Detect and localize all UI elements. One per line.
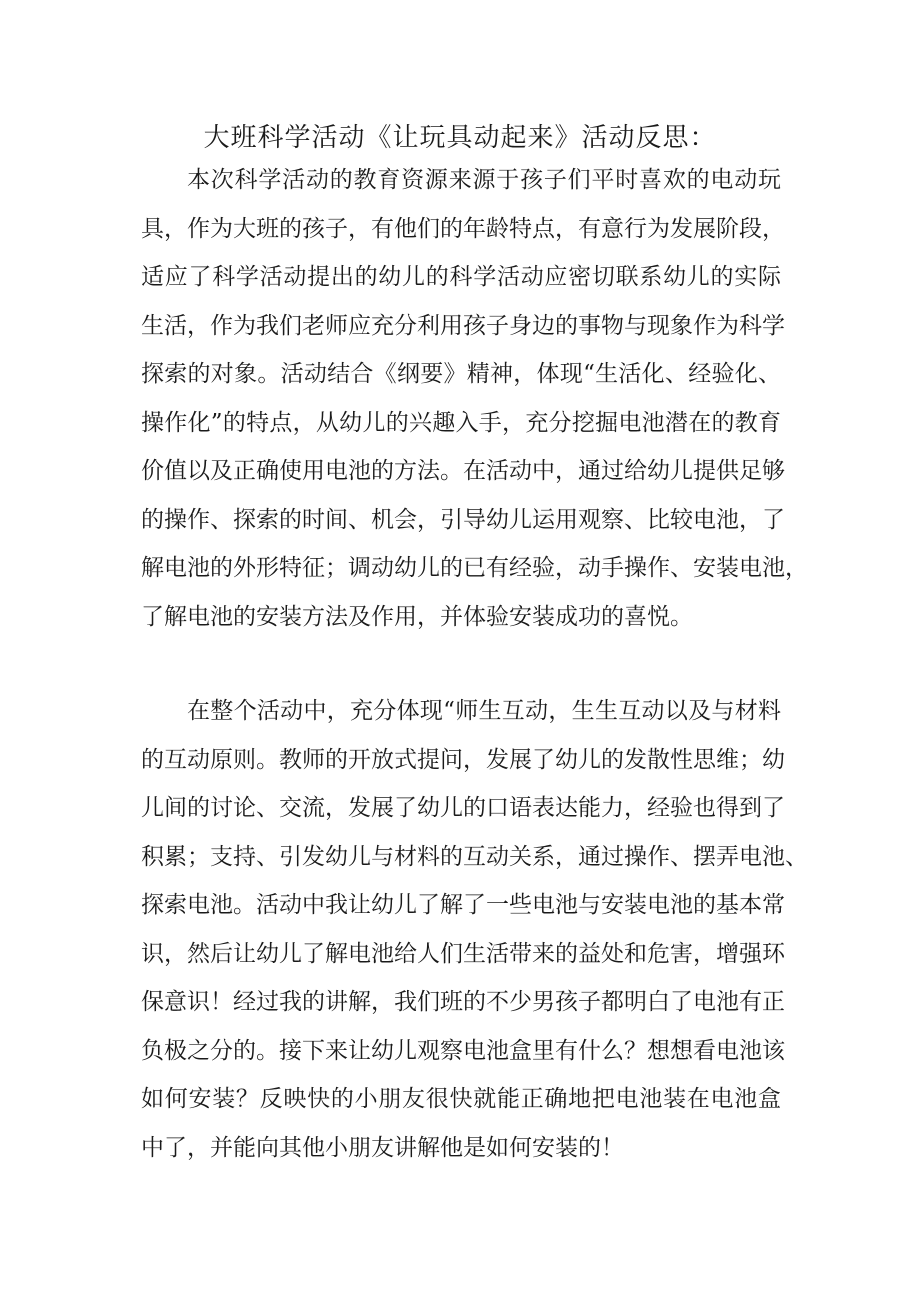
paragraph-line: 儿间的讨论、交流，发展了幼儿的口语表达能力，经验也得到了 <box>141 795 785 821</box>
document-title: 大班科学活动《让玩具动起来》活动反思： <box>203 123 717 153</box>
paragraph-line: 具，作为大班的孩子，有他们的年龄特点，有意行为发展阶段， <box>141 215 785 242</box>
paragraph-line: 识，然后让幼儿了解电池给人们生活带来的益处和危害，增强环 <box>141 940 785 967</box>
paragraph-line: 探索的对象。活动结合《纲要》精神，体现“生活化、经验化、 <box>141 361 781 387</box>
paragraph-line: 的互动原则。教师的开放式提问，发展了幼儿的发散性思维；幼 <box>141 746 785 773</box>
paragraph-line: 探索电池。活动中我让幼儿了解了一些电池与安装电池的基本常 <box>141 892 785 918</box>
paragraph-line: 保意识！经过我的讲解，我们班的不少男孩子都明白了电池有正 <box>141 989 785 1015</box>
paragraph-line: 生活，作为我们老师应充分利用孩子身边的事物与现象作为科学 <box>141 312 785 339</box>
paragraph-1 <box>141 156 808 641</box>
paragraph-line: 了解电池的安装方法及作用，并体验安装成功的喜悦。 <box>141 603 693 630</box>
paragraph-2 <box>141 687 808 1172</box>
paragraph-line: 在整个活动中，充分体现“师生互动，生生互动以及与材料 <box>187 698 781 724</box>
paragraph-line: 如何安装？反映快的小朋友很快就能正确地把电池装在电池盒 <box>141 1086 781 1112</box>
paragraph-line: 价值以及正确使用电池的方法。在活动中，通过给幼儿提供足够 <box>141 458 785 484</box>
paragraph-line: 积累；支持、引发幼儿与材料的互动关系，通过操作、摆弄电池、 <box>141 843 808 870</box>
paragraph-line: 负极之分的。接下来让幼儿观察电池盒里有什么？想想看电池该 <box>141 1037 785 1064</box>
paragraph-line: 的操作、探索的时间、机会，引导幼儿运用观察、比较电池，了 <box>141 506 785 533</box>
paragraph-line: 解电池的外形特征；调动幼儿的已有经验，动手操作、安装电池， <box>141 555 808 581</box>
paragraph-line: 操作化”的特点，从幼儿的兴趣入手，充分挖掘电池潜在的教育 <box>141 409 781 436</box>
paragraph-line: 适应了科学活动提出的幼儿的科学活动应密切联系幼儿的实际 <box>141 264 781 290</box>
paragraph-line: 中了，并能向其他小朋友讲解他是如何安装的！ <box>141 1134 624 1161</box>
paragraph-line: 本次科学活动的教育资源来源于孩子们平时喜欢的电动玩 <box>187 167 781 193</box>
